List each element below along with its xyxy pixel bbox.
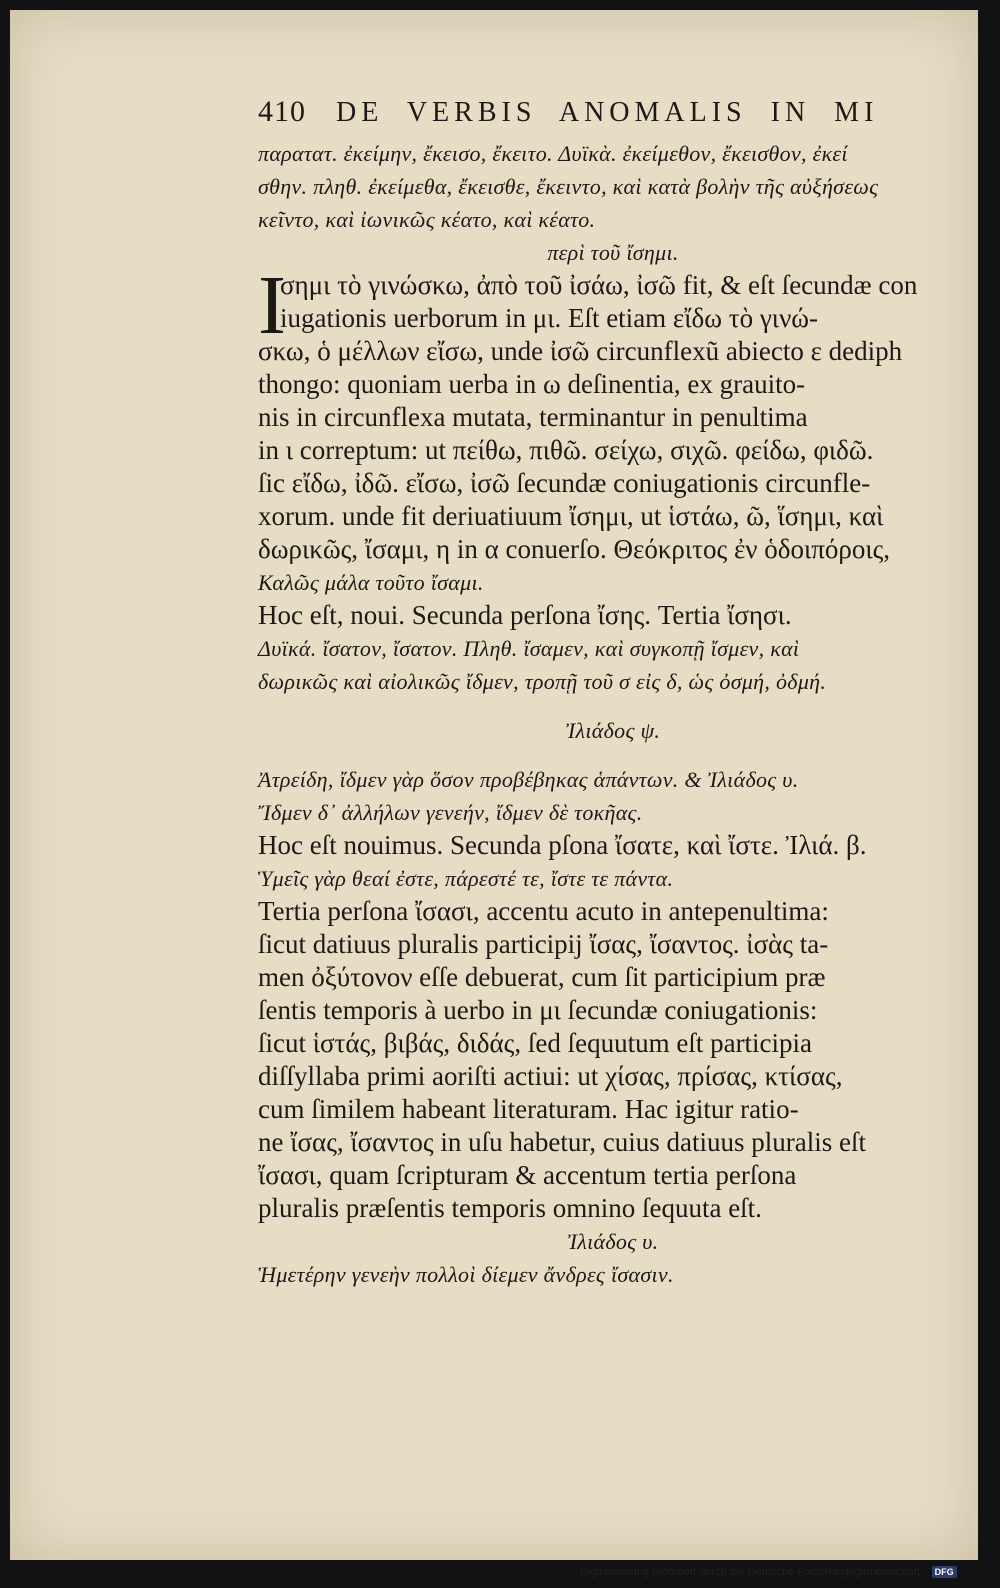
- section-heading: Ἰλιάδος ψ.: [565, 718, 661, 743]
- section-heading: Ἰλιάδος υ.: [567, 1229, 659, 1254]
- text-line: σθην. πληθ. ἐκείμεθα, ἔκεισθε, ἔκειντο, καὶ κατὰ βολὴν τῆς αὐξήσεως: [258, 174, 879, 199]
- text-line: παρατατ. ἐκείμην, ἔκεισο, ἔκειτο. Δυϊκὰ. ἐκείμεθον, ἔκεισθον, ἐκεί: [258, 141, 848, 166]
- text-line: ἴσασι, quam ſcripturam & accentum tertia perſona: [258, 1160, 797, 1190]
- text-line: Ἡμετέρην γενεὴν πολλοὶ δίεμεν ἄνδρες ἴσασιν.: [258, 1262, 674, 1287]
- text-line: Δυϊκά. ἴσατον, ἴσατον. Πληθ. ἴσαμεν, καὶ συγκοπῇ ἴσμεν, καὶ: [258, 636, 800, 661]
- page-number: 410: [258, 95, 306, 128]
- text-line: Ὑμεῖς γὰρ θεαί ἐστε, πάρεστέ τε, ἴστε τε πάντα.: [258, 866, 674, 891]
- text-line: Ἀτρείδη, ἴδμεν γὰρ ὅσον προβέβηκας ἁπάντων. & Ἰλιάδος υ.: [258, 767, 799, 792]
- text-line: ſentis temporis à uerbo in μι ſecundæ coniugationis:: [258, 995, 818, 1025]
- text-line: Hoc eſt, noui. Secunda perſona ἴσης. Tertia ἴσησι.: [258, 600, 792, 630]
- text-line: diſſyllaba primi aoriſti actiui: ut χίσας, πρίσας, κτίσας,: [258, 1061, 843, 1091]
- text-line: ſicut datiuus pluralis participij ἴσας, ἴσαντος. ἰσὰς ta-: [258, 929, 829, 959]
- text-line: ſic εἴδω, ἰδῶ. εἴσω, ἰσῶ ſecundæ coniugationis circunfle-: [258, 468, 871, 498]
- text-line: in ι correptum: ut πείθω, πιθῶ. σείχω, σιχῶ. φείδω, φιδῶ.: [258, 435, 874, 465]
- text-line: σκω, ὁ μέλλων εἴσω, unde ἰσῶ circunflexũ abiecto ε dediph: [258, 336, 903, 366]
- text-line: δωρικῶς, ἴσαμι, η in α conuerſo. Θεόκριτος ἐν ὁδοιπόροις,: [258, 534, 891, 564]
- text-line: δωρικῶς καὶ αἰολικῶς ἴδμεν, τροπῇ τοῦ σ εἰς δ, ὡς ὀσμή, ὀδμή.: [258, 669, 827, 694]
- text-line: pluralis præſentis temporis omnino ſequuta eſt.: [258, 1193, 762, 1223]
- text-line: Hoc eſt nouimus. Secunda pſona ἴσατε, καὶ ἴστε. Ἰλιά. β.: [258, 830, 867, 860]
- text-line: σημι τὸ γινώσκω, ἀπὸ τοῦ ἰσάω, ἰσῶ fit, & eſt ſecundæ con: [280, 270, 918, 300]
- drop-cap-initial: I: [258, 259, 286, 352]
- text-line: Ἴδμεν δ᾽ ἀλλήλων γενεήν, ἴδμεν δὲ τοκῆας.: [258, 800, 643, 825]
- text-line: Καλῶς μάλα τοῦτο ἴσαμι.: [258, 570, 484, 595]
- text-line: thongo: quoniam uerba in ω deſinentia, ex grauito-: [258, 369, 806, 399]
- text-line: ſicut ἱστάς, βιβάς, διδάς, ſed ſequutum eſt participia: [258, 1028, 813, 1058]
- credit-text: Digitalisierung gefördert durch die Deutsche Forschungsgemeinschaft: [580, 1566, 920, 1578]
- book-page: [10, 10, 978, 1560]
- text-line: Tertia perſona ἴσασι, accentu acuto in antepenultima:: [258, 896, 829, 926]
- section-heading: περὶ τοῦ ἴσημι.: [547, 240, 679, 265]
- text-line: κεῖντο, καὶ ἰωνικῶς κέατο, καὶ κέατο.: [258, 207, 596, 232]
- text-line: cum ſimilem habeant literaturam. Hac igitur ratio-: [258, 1094, 799, 1124]
- dfg-logo: DFG: [932, 1566, 957, 1578]
- text-line: men ὀξύτονον eſſe debuerat, cum ſit participium præ: [258, 962, 826, 992]
- text-block: [258, 95, 948, 1291]
- text-line: iugationis uerborum in μι. Eſt etiam εἴδω τὸ γινώ-: [280, 303, 819, 333]
- text-line: nis in circunflexa mutata, terminantur in penultima: [258, 402, 808, 432]
- text-line: ne ἴσας, ἴσαντος in uſu habetur, cuius datiuus pluralis eſt: [258, 1127, 866, 1157]
- running-title: DE VERBIS ANOMALIS IN MI: [336, 97, 879, 128]
- text-line: xorum. unde fit deriuatiuum ἴσημι, ut ἱστάω, ῶ, ἵσημι, καὶ: [258, 501, 884, 531]
- digitization-credit: Digitalisierung gefördert durch die Deutsche Forschungsgemeinschaft · DFG: [580, 1566, 957, 1578]
- page-header: [258, 95, 948, 129]
